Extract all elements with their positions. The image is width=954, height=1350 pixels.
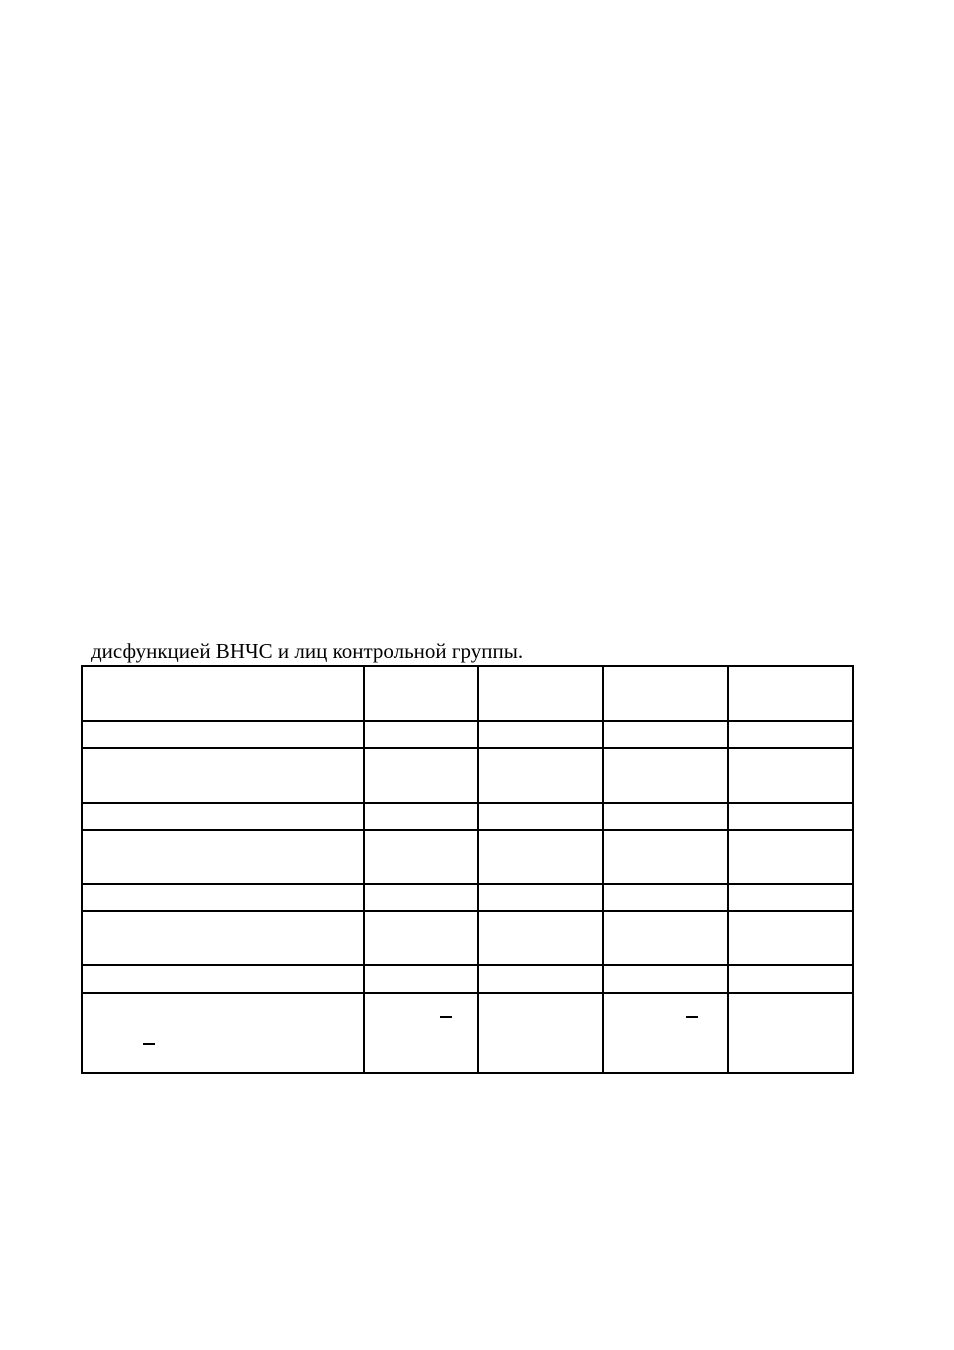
table-cell [603, 884, 728, 911]
table-cell [364, 721, 478, 748]
table-cell [82, 721, 364, 748]
table-cell [478, 965, 603, 992]
table-cell [603, 721, 728, 748]
table-cell [82, 993, 364, 1073]
dash-mark [143, 1043, 155, 1045]
table-row [82, 911, 853, 965]
table-cell [364, 666, 478, 721]
table-cell [364, 993, 478, 1073]
table-row [82, 884, 853, 911]
table-cell [82, 803, 364, 830]
table-cell [603, 830, 728, 884]
table-cell [364, 748, 478, 802]
table-cell [728, 884, 853, 911]
table-cell [728, 803, 853, 830]
table-cell [728, 965, 853, 992]
table-cell [82, 911, 364, 965]
table-cell [728, 993, 853, 1073]
table-cell [603, 803, 728, 830]
table-cell [82, 830, 364, 884]
data-table [81, 665, 854, 1074]
table-cell [364, 884, 478, 911]
table-cell [478, 721, 603, 748]
table-row [82, 721, 853, 748]
table-cell [603, 911, 728, 965]
table-cell [478, 911, 603, 965]
table-cell [364, 830, 478, 884]
table-cell [728, 721, 853, 748]
table-cell [82, 884, 364, 911]
table-cell [364, 911, 478, 965]
table-cell [603, 965, 728, 992]
table-cell [364, 803, 478, 830]
table-cell [728, 748, 853, 802]
table-cell [82, 965, 364, 992]
table-cell [728, 911, 853, 965]
table-cell [478, 830, 603, 884]
table-header-row [82, 666, 853, 721]
table-cell [603, 748, 728, 802]
table-row [82, 748, 853, 802]
dash-mark [686, 1016, 698, 1018]
table-cell [478, 803, 603, 830]
table-cell [603, 666, 728, 721]
table-caption: дисфункцией ВНЧС и лиц контрольной группы. [91, 639, 524, 663]
table-row [82, 965, 853, 992]
table-cell [82, 666, 364, 721]
table-cell [728, 830, 853, 884]
table-cell [478, 993, 603, 1073]
table-cell [728, 666, 853, 721]
table-cell [478, 666, 603, 721]
dash-mark [440, 1016, 452, 1018]
table-row [82, 830, 853, 884]
table-row [82, 993, 853, 1073]
table-cell [603, 993, 728, 1073]
table-cell [478, 748, 603, 802]
table-cell [82, 748, 364, 802]
table-cell [478, 884, 603, 911]
table-row [82, 803, 853, 830]
table-cell [364, 965, 478, 992]
